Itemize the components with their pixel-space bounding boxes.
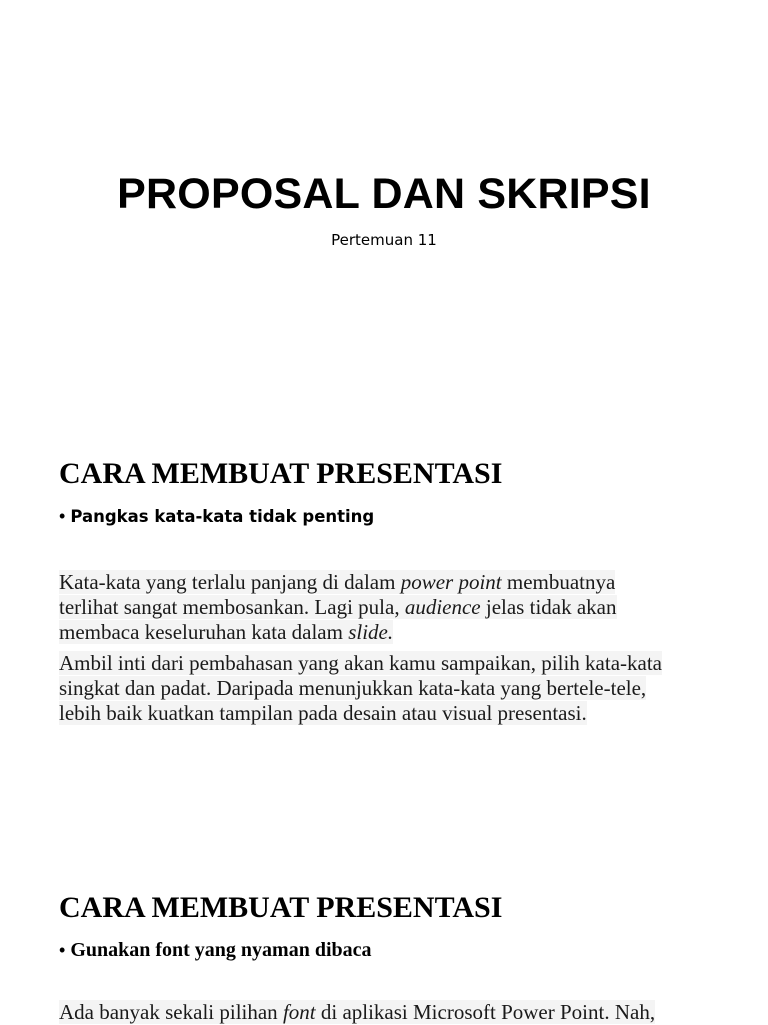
content-slide-1: [0, 432, 768, 864]
bullet-text: Pangkas kata-kata tidak penting: [70, 507, 375, 526]
bullet-point: [59, 939, 372, 962]
content-slide-2: [0, 864, 768, 1024]
title-slide: [0, 0, 768, 432]
paragraph: [59, 1000, 719, 1025]
slide-title: PROPOSAL DAN SKRIPSI: [117, 170, 651, 218]
paragraph-line: singkat dan padat. Daripada menunjukkan kata-kata yang bertele-tele,: [59, 676, 647, 700]
bullet-point: [59, 506, 374, 527]
paragraph-line: Kata-kata yang terlalu panjang di dalam power point membuatnya: [59, 570, 616, 594]
paragraph: [59, 651, 719, 726]
paragraph-line: Ada banyak sekali pilihan font di aplikasi Microsoft Power Point. Nah,: [59, 1000, 656, 1024]
paragraph: [59, 570, 719, 645]
paragraph-line: terlihat sangat membosankan. Lagi pula, audience jelas tidak akan: [59, 595, 617, 619]
paragraph-line: lebih baik kuatkan tampilan pada desain atau visual presentasi.: [59, 701, 587, 725]
bullet-icon: •: [59, 506, 66, 526]
bullet-text: Gunakan font yang nyaman dibaca: [70, 939, 372, 961]
slide-heading: CARA MEMBUAT PRESENTASI: [59, 457, 503, 490]
bullet-icon: •: [59, 940, 66, 960]
paragraph-line: membaca keseluruhan kata dalam slide.: [59, 620, 394, 644]
slide-subtitle: Pertemuan 11: [331, 231, 437, 249]
slide-heading: CARA MEMBUAT PRESENTASI: [59, 891, 503, 924]
paragraph-line: Ambil inti dari pembahasan yang akan kamu sampaikan, pilih kata-kata: [59, 651, 662, 675]
